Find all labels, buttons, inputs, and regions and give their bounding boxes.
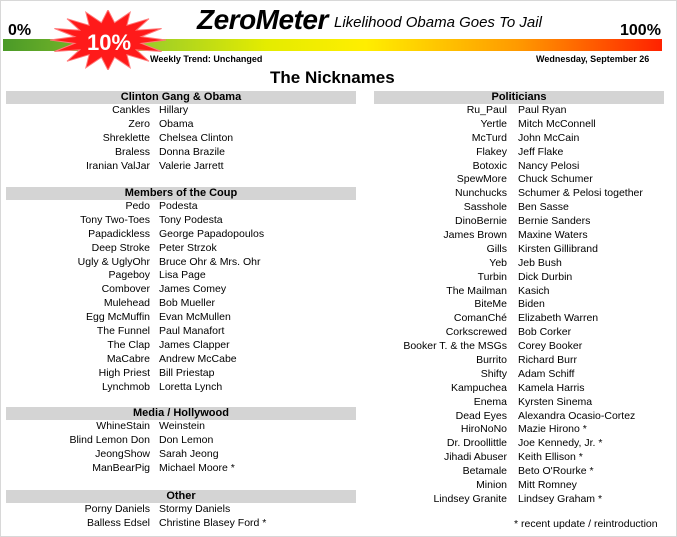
real-name: Peter Strzok [159,241,217,254]
section-media-hollywood [6,407,356,476]
list-item [374,479,664,493]
nickname: Dr. Droollittle [446,437,507,450]
list-item [6,339,356,353]
real-name: Keith Ellison * [518,451,583,464]
real-name: Weinstein [159,420,205,432]
weekly-trend: Weekly Trend: Unchanged [150,54,263,64]
nickname: Flakey [476,145,507,158]
nickname: ComanChé [453,312,507,325]
section-clinton-gang [6,91,356,173]
list-item [374,493,664,507]
real-name: Biden [518,298,545,311]
list-item [374,354,664,368]
real-name: Chelsea Clinton [159,131,234,144]
nickname: Sasshole [463,201,507,214]
section-heading: Members of the Coup [6,187,356,200]
nickname: Betamale [462,465,507,478]
scale-high-label: 100% [620,22,661,39]
list-item [374,257,664,271]
list-item [374,132,664,146]
real-name: Lisa Page [159,269,206,282]
real-name: Paul Ryan [518,104,567,116]
nickname: The Mailman [446,284,507,297]
nickname: SpewMore [456,173,507,186]
footnote: * recent update / reintroduction [514,518,658,530]
list-item [6,283,356,297]
real-name: Stormy Daniels [159,503,231,515]
nickname: Ru_Paul [466,104,507,116]
list-item [374,271,664,285]
list-item [374,396,664,410]
real-name: Nancy Pelosi [518,159,580,172]
real-name: Mitch McConnell [518,117,596,130]
percent-badge: 10% [86,30,132,55]
list-item [6,146,356,160]
list-item [6,242,356,256]
nickname: Lynchmob [101,380,150,393]
real-name: Michael Moore * [159,461,235,474]
list-item [6,381,356,395]
nickname: Balless Edsel [86,516,150,529]
list-item [6,503,356,517]
section-heading: Other [6,490,356,503]
list-item [374,118,664,132]
real-name: Valerie Jarrett [159,159,224,172]
real-name: Mitt Romney [518,479,577,492]
real-name: Kamela Harris [518,381,585,394]
real-name: Bob Corker [518,326,572,339]
list-item [6,325,356,339]
real-name: Beto O'Rourke * [518,465,594,478]
real-name: Paul Manafort [159,325,225,338]
real-name: Bill Priestap [159,366,215,379]
list-item [374,173,664,187]
nickname: Dead Eyes [455,409,507,422]
real-name: Kyrsten Sinema [518,395,593,408]
real-name: Joe Kennedy, Jr. * [518,437,603,450]
list-item [374,285,664,299]
list-item [374,423,664,437]
nickname: Shifty [480,367,507,380]
list-item [6,214,356,228]
real-name: Jeff Flake [518,145,564,158]
list-item [374,451,664,465]
nickname: Enema [473,395,507,408]
list-item [6,448,356,462]
nickname: ManBearPig [92,461,150,474]
site-logo: ZeroMeter [197,4,328,35]
real-name: Schumer & Pelosi together [518,187,643,200]
nickname: Nunchucks [455,187,507,200]
list-item [6,462,356,476]
real-name: Bruce Ohr & Mrs. Ohr [159,255,261,268]
list-item [374,298,664,312]
real-name: Donna Brazile [159,145,225,158]
list-item [6,517,356,531]
list-item [6,256,356,270]
nickname: Gills [486,242,507,255]
nickname: Pageboy [108,269,150,282]
nickname: High Priest [98,366,150,379]
list-item [374,340,664,354]
nickname: Pedo [125,200,150,212]
list-item [374,410,664,424]
nickname: Iranian ValJar [85,159,150,172]
real-name: Mazie Hirono * [518,423,587,436]
list-item [6,367,356,381]
nickname: Porny Daniels [84,503,150,515]
real-name: Tony Podesta [159,213,223,226]
nickname: Minion [476,479,507,492]
nickname: Yertle [480,117,507,130]
nickname: Papadickless [88,227,150,240]
nickname: Tony Two-Toes [80,213,150,226]
section-heading: Media / Hollywood [6,407,356,420]
list-item [374,312,664,326]
list-item [6,297,356,311]
list-item [374,160,664,174]
real-name: Alexandra Ocasio-Cortez [518,409,636,422]
list-item [374,326,664,340]
tagline: Likelihood Obama Goes To Jail [334,14,542,31]
list-item [6,104,356,118]
list-item [374,368,664,382]
nickname: DinoBernie [455,215,507,228]
nickname: Egg McMuffin [86,311,150,324]
nickname: Combover [101,283,150,296]
real-name: Podesta [159,200,198,212]
nickname: Corkscrewed [445,326,507,339]
nickname: Jihadi Abuser [443,451,507,464]
list-item [374,382,664,396]
nickname: James Brown [443,229,507,242]
real-name: George Papadopoulos [159,227,265,240]
real-name: Ben Sasse [518,201,569,214]
list-item [6,228,356,242]
nickname: WhineStain [96,420,150,432]
nickname: Booker T. & the MSGs [403,340,507,353]
nickname: Zero [128,117,150,130]
scale-low-label: 0% [8,22,32,39]
real-name: Corey Booker [518,340,583,353]
list-item [374,465,664,479]
list-item [6,160,356,174]
nickname: The Funnel [96,325,150,338]
nickname: The Clap [107,338,150,351]
real-name: Adam Schiff [518,367,575,380]
real-name: Kasich [518,284,550,297]
nickname: Yeb [489,256,507,269]
list-item [374,215,664,229]
real-name: Bob Mueller [159,297,216,310]
nickname: Burrito [476,354,507,367]
real-name: Maxine Waters [518,229,588,242]
nickname: Botoxic [472,159,507,172]
list-item [6,311,356,325]
page-title: The Nicknames [270,68,395,87]
list-item [6,420,356,434]
real-name: Kirsten Gillibrand [518,242,598,255]
real-name: James Clapper [159,338,230,351]
section-politicians [374,91,664,507]
nickname: Deep Stroke [91,241,150,254]
nickname: JeongShow [95,447,150,460]
real-name: Christine Blasey Ford * [159,516,267,529]
list-item [374,201,664,215]
real-name: Chuck Schumer [518,173,593,186]
list-item [6,353,356,367]
real-name: Obama [159,117,194,130]
real-name: Don Lemon [159,433,214,446]
list-item [6,132,356,146]
nickname: Blind Lemon Don [69,433,150,446]
list-item [374,146,664,160]
section-heading: Politicians [374,91,664,104]
nickname: Cankles [112,104,150,116]
real-name: Evan McMullen [159,311,231,324]
nickname: MaCabre [106,352,150,365]
real-name: Dick Durbin [518,270,573,283]
real-name: Andrew McCabe [159,352,237,365]
list-item [374,229,664,243]
list-item [374,104,664,118]
nickname: Shreklette [102,131,150,144]
nickname: HiroNoNo [460,423,507,436]
list-item [374,243,664,257]
list-item [374,437,664,451]
nickname: Ugly & UglyOhr [77,255,150,268]
list-item [6,434,356,448]
nickname: BiteMe [474,298,507,311]
list-item [374,187,664,201]
real-name: James Comey [159,283,227,296]
list-item [6,200,356,214]
nickname: McTurd [471,131,507,144]
nickname: Turbin [477,270,507,283]
real-name: John McCain [518,131,580,144]
section-heading: Clinton Gang & Obama [6,91,356,104]
section-other [6,490,356,531]
real-name: Hillary [159,104,189,116]
real-name: Sarah Jeong [159,447,219,460]
list-item [6,269,356,283]
real-name: Lindsey Graham * [518,492,603,505]
real-name: Loretta Lynch [159,380,223,393]
real-name: Elizabeth Warren [518,312,599,325]
real-name: Jeb Bush [518,256,562,269]
section-members-of-the-coup [6,187,356,394]
list-item [6,118,356,132]
date-label: Wednesday, September 26 [536,54,650,64]
nickname: Mulehead [103,297,150,310]
nickname: Braless [114,145,150,158]
nickname: Kampuchea [450,381,507,394]
nickname: Lindsey Granite [433,492,507,505]
real-name: Richard Burr [518,354,577,367]
real-name: Bernie Sanders [518,215,591,228]
